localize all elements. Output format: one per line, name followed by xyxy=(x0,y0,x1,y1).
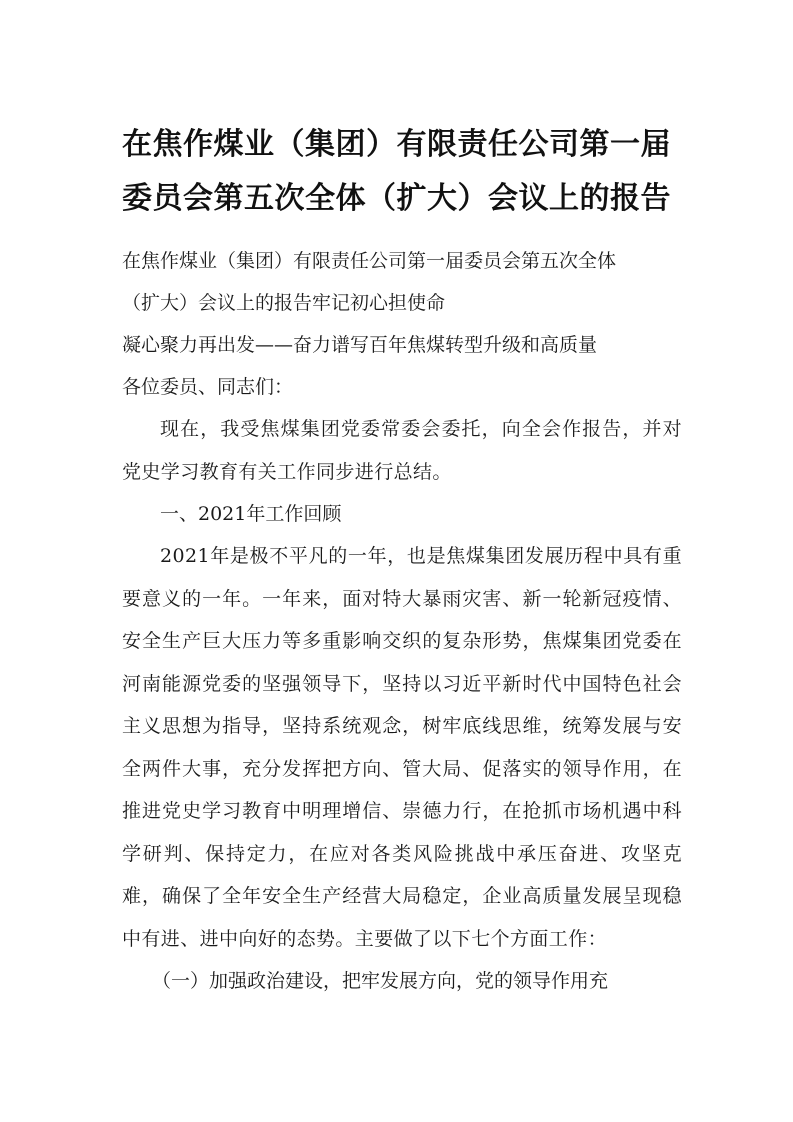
header-line-2: （扩大）会议上的报告牢记初心担使命 xyxy=(122,292,446,314)
salutation: 各位委员、同志们： xyxy=(122,376,294,398)
section-heading: 一、2021年工作回顾 xyxy=(160,503,342,525)
document-body xyxy=(122,240,682,1002)
document-title: 在焦作煤业（集团）有限责任公司第一届委员会第五次全体（扩大）会议上的报告 xyxy=(122,127,671,216)
header-line-3: 凝心聚力再出发——奋力谱写百年焦煤转型升级和高质量 xyxy=(122,334,598,356)
header-line-1: 在焦作煤业（集团）有限责任公司第一届委员会第五次全体 xyxy=(122,250,617,272)
subsection-line: （一）加强政治建设，把牢发展方向，党的领导作用充 xyxy=(152,970,609,992)
review-paragraph: 2021年是极不平凡的一年，也是焦煤集团发展历程中具有重要意义的一年。一年来，面对特大暴雨灾害、新一轮新冠疫情、安全生产巨大压力等多重影响交织的复杂形势，焦煤集团党委在河南能源党委的坚强领导下，坚持以习近平新时代中国特色社会主义思想为指导，坚持系统观念，树牢底线思维，统筹发展与安全两件大事，充分发挥把方向、管大局、促落实的领导作用，在推进党史学习教育中明理增信、崇德力行，在抢抓市场机遇中科学研判、保持定力，在应对各类风险挑战中承压奋进、攻坚克难，确保了全年安全生产经营大局稳定，企业高质量发展呈现稳中有进、进中向好的态势。主要做了以下七个方面工作： xyxy=(122,545,682,950)
intro-paragraph: 现在，我受焦煤集团党委常委会委托，向全会作报告，并对党史学习教育有关工作同步进行总结。 xyxy=(122,418,682,483)
